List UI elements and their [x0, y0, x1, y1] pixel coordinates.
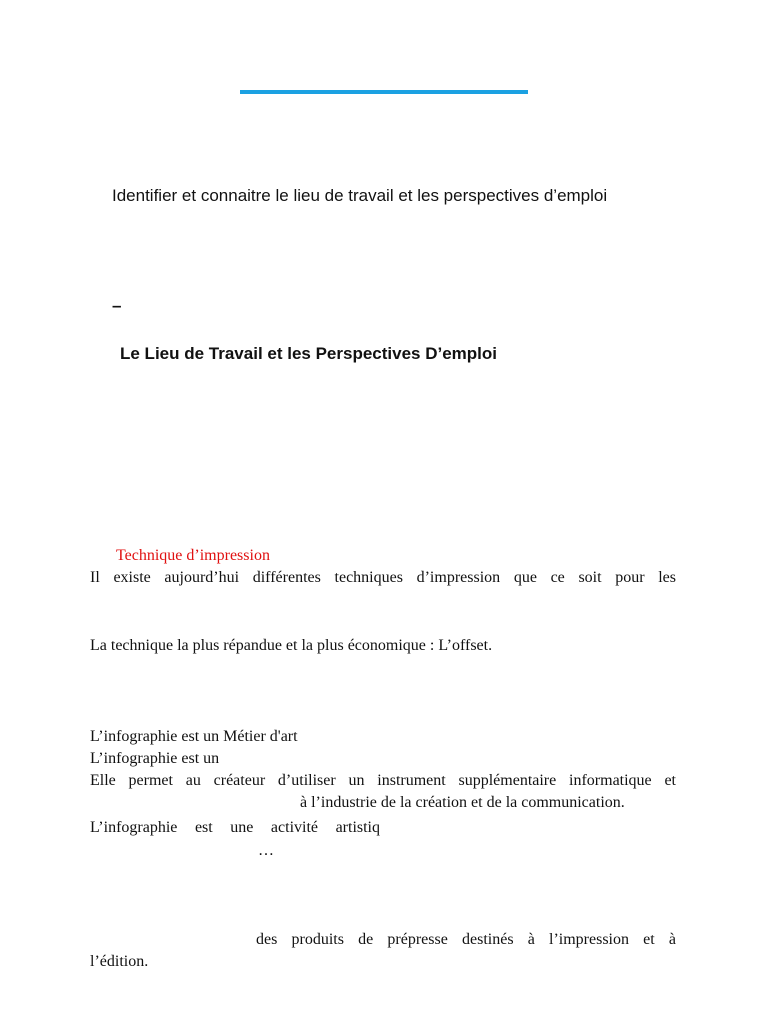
instrument-line: Elle permet au créateur d’utiliser un instrument supplémentaire informatique et — [90, 772, 676, 789]
technique-heading: Technique d’impression — [116, 547, 270, 564]
activite-line: L’infographie est une activité artistiq — [90, 819, 380, 836]
accent-rule — [240, 90, 528, 94]
edition-line: l’édition. — [90, 953, 149, 970]
dash-mark: – — [112, 296, 122, 315]
section-title: Le Lieu de Travail et les Perspectives D’emploi — [120, 344, 497, 363]
techniques-line: Il existe aujourd’hui différentes techniques d’impression que ce soit pour les — [90, 569, 676, 586]
objective-text: Identifier et connaitre le lieu de travail et les perspectives d’emploi — [112, 186, 608, 205]
offset-line: La technique la plus répandue et la plus économique : L’offset. — [90, 637, 493, 654]
prepresse-line: des produits de prépresse destinés à l’impression et à — [256, 931, 676, 948]
ellipsis-line: … — [258, 842, 274, 859]
infographie-line: L’infographie est un — [90, 750, 220, 767]
industrie-line: à l’industrie de la création et de la communication. — [300, 794, 625, 811]
metier-art-line: L’infographie est un Métier d'art — [90, 728, 298, 745]
